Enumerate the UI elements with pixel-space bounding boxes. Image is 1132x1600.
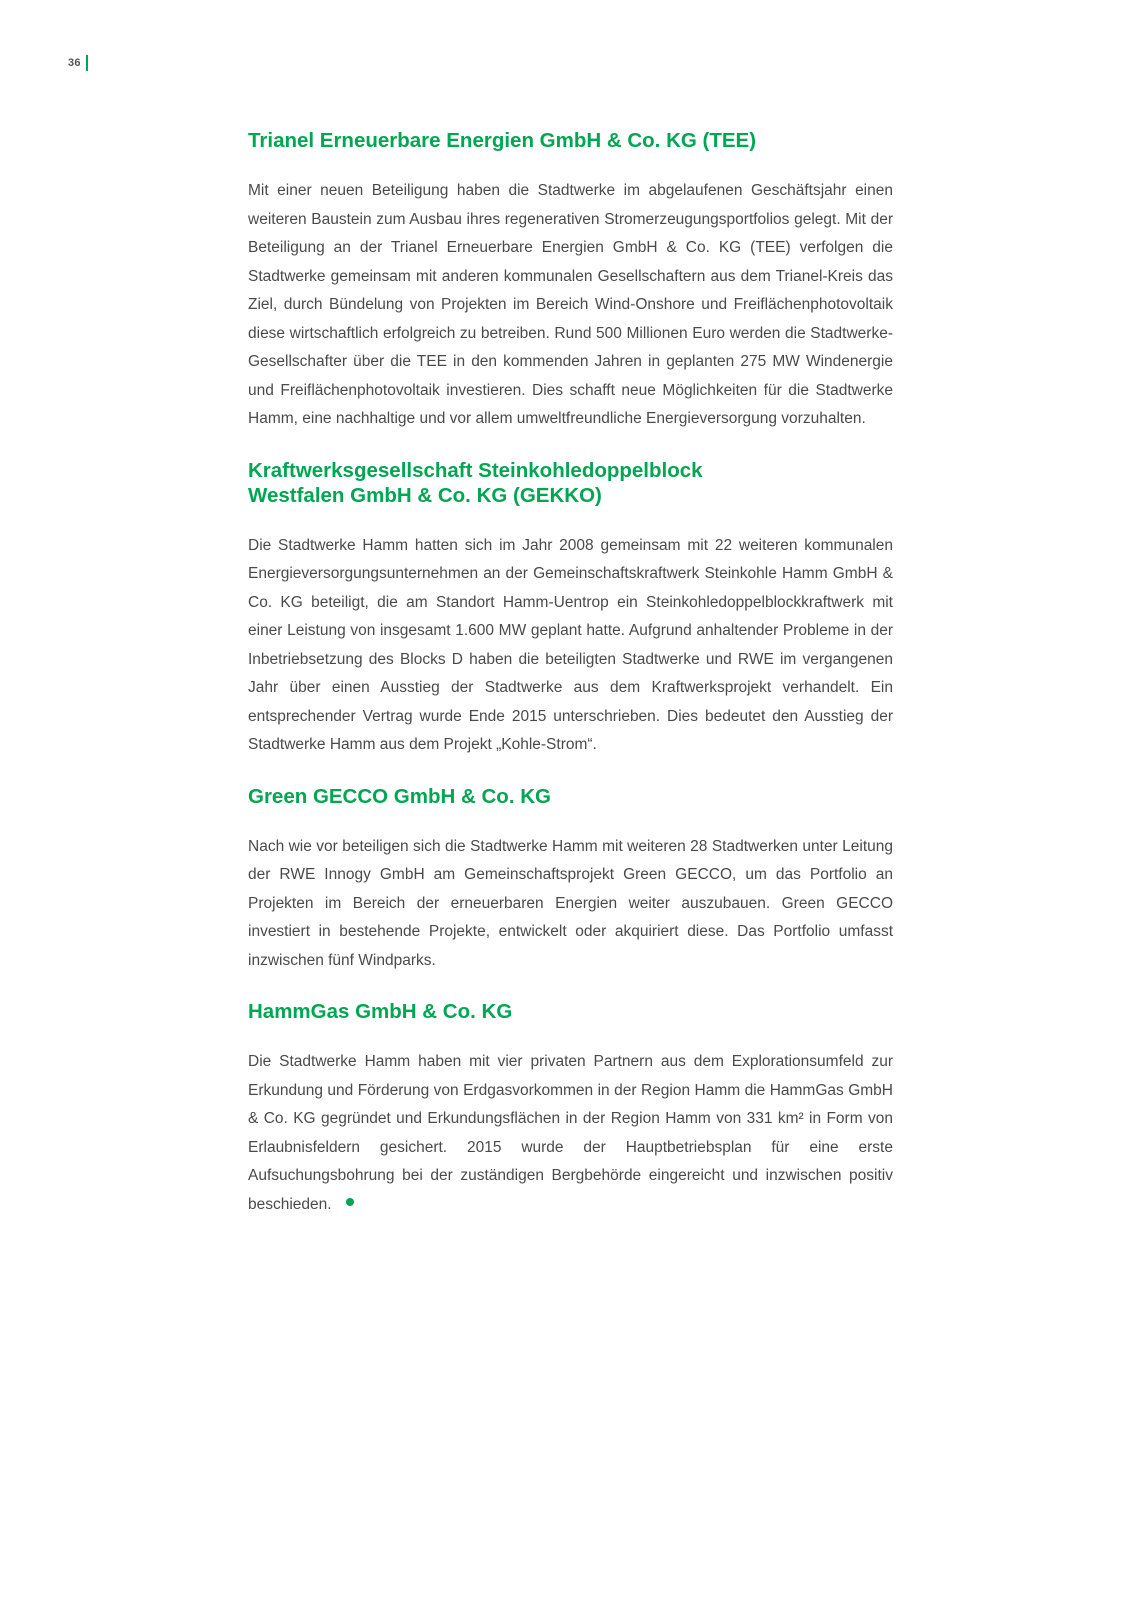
end-of-article-bullet-icon <box>346 1198 354 1206</box>
section-paragraph: Die Stadtwerke Hamm haben mit vier privaten Partnern aus dem Explorationsumfeld zur Erkundung und Förderung von Erdgasvorkommen in der Region Hamm die HammGas GmbH & Co. KG gegründet und Erkundungsflächen in der Region Hamm von 331 km² in Form von Erlaubnisfeldern gesichert. 2015 wurde der Hauptbetriebsplan für eine erste Aufsuchungsbohrung bei der zuständigen Bergbehörde eingereicht und inzwischen positiv beschieden. <box>248 1053 893 1213</box>
section-heading: Trianel Erneuerbare Energien GmbH & Co. KG (TEE) <box>248 129 757 152</box>
section-paragraph: Die Stadtwerke Hamm hatten sich im Jahr 2008 gemeinsam mit 22 weiteren kommunalen Energieversorgungsunternehmen an der Gemeinschaftskraftwerk Steinkohle Hamm GmbH & Co. KG beteiligt, die am Standort Hamm-Uentrop ein Steinkohledoppelblockkraftwerk mit einer Leistung von insgesamt 1.600 MW geplant hatte. Aufgrund anhaltender Probleme in der Inbetriebsetzung des Blocks D haben die beteiligten Stadtwerke und RWE im vergangenen Jahr über einen Ausstieg der Stadtwerke aus dem Kraftwerksprojekt verhandelt. Ein entsprechender Vertrag wurde Ende 2015 unterschrieben. Dies bedeutet den Ausstieg der Stadtwerke Hamm aus dem Projekt „Kohle-Strom“. <box>248 536 893 753</box>
section-gekko <box>248 458 893 760</box>
article-body <box>248 128 893 1243</box>
page-number-divider <box>86 55 88 71</box>
section-hammgas <box>248 999 893 1219</box>
section-paragraph-container <box>248 1048 893 1219</box>
section-paragraph: Mit einer neuen Beteiligung haben die Stadtwerke im abgelaufenen Geschäftsjahr einen weiteren Baustein zum Ausbau ihres regenerativen Stromerzeugungsportfolios gelegt. Mit der Beteiligung an der Trianel Erneuerbare Energien GmbH & Co. KG (TEE) verfolgen die Stadtwerke gemeinsam mit anderen kommunalen Gesellschaftern aus dem Trianel-Kreis das Ziel, durch Bündelung von Projekten im Bereich Wind-Onshore und Freiflächenphotovoltaik diese wirtschaftlich erfolgreich zu betreiben. Rund 500 Millionen Euro werden die Stadtwerke-Gesellschafter über die TEE in den kommenden Jahren in geplanten 275 MW Windenergie und Freiflächenphotovoltaik investieren. Dies schafft neue Möglichkeiten für die Stadtwerke Hamm, eine nachhaltige und vor allem umweltfreundliche Energieversorgung vorzuhalten. <box>248 182 893 427</box>
section-heading: Green GECCO GmbH & Co. KG <box>248 784 551 808</box>
section-heading <box>248 458 893 508</box>
page-number: 36 <box>68 57 81 69</box>
section-paragraph: Nach wie vor beteiligen sich die Stadtwerke Hamm mit weiteren 28 Stadtwerken unter Leitung der RWE Innogy GmbH am Gemeinschaftsprojekt Green GECCO, um das Portfolio an Projekten im Bereich der erneuerbaren Energien weiter auszubauen. Green GECCO investiert in bestehende Projekte, entwickelt oder akquiriert diese. Das Portfolio umfasst inzwischen fünf Windparks. <box>248 837 893 969</box>
section-green-gecco <box>248 784 893 976</box>
section-heading: HammGas GmbH & Co. KG <box>248 1000 513 1023</box>
section-heading-text: Kraftwerksgesellschaft Steinkohledoppelblock Westfalen GmbH & Co. KG (GEKKO) <box>248 458 703 507</box>
section-tee <box>248 128 893 434</box>
